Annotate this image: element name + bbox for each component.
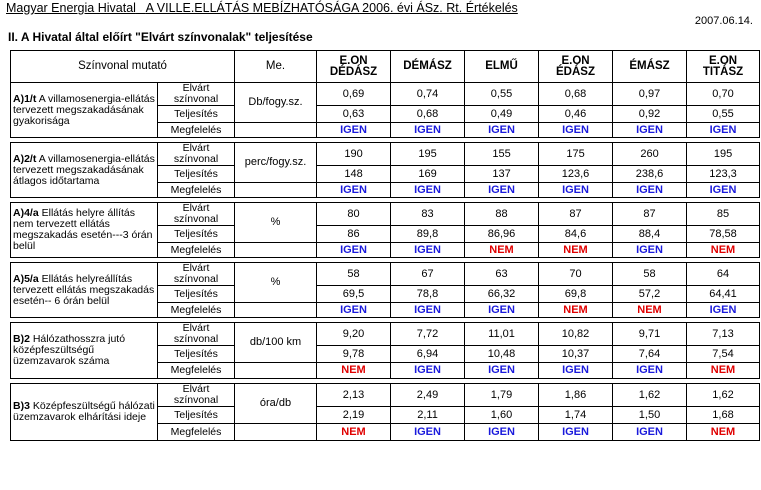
criterion-expected: Elvárt színvonal	[158, 323, 235, 346]
indicator-code: A)1/t	[13, 92, 37, 105]
expected-value: 2,49	[391, 384, 465, 407]
expected-value: 9,20	[317, 323, 391, 346]
indicator-text: Hálózathosszra jutó középfeszültségű üzemzavarok száma	[13, 333, 126, 367]
compliance-value: IGEN	[687, 123, 760, 138]
compliance-value: IGEN	[687, 183, 760, 198]
indicator-code: B)3	[13, 400, 30, 412]
organization-name: Magyar Energia Hivatal	[6, 1, 136, 15]
unit-cell: perc/fogy.sz.	[235, 143, 317, 183]
document-header	[6, 1, 518, 15]
criterion-actual: Teljesítés	[158, 407, 235, 424]
indicator-text: Középfeszültségű hálózati üzemzavarok elhárítási ideje	[13, 400, 155, 423]
compliance-value: NEM	[539, 243, 613, 258]
unit-cell: db/100 km	[235, 323, 317, 363]
actual-value: 0,55	[687, 106, 760, 123]
actual-value: 0,49	[465, 106, 539, 123]
criterion-compliance: Megfelelés	[158, 243, 235, 258]
criterion-actual: Teljesítés	[158, 166, 235, 183]
compliance-value: IGEN	[317, 303, 391, 318]
company-header-eon-edasz: E.ON ÉDÁSZ	[539, 51, 613, 83]
unit-cell-empty	[235, 243, 317, 258]
compliance-value: IGEN	[391, 243, 465, 258]
expected-value: 9,71	[613, 323, 687, 346]
expected-value: 7,72	[391, 323, 465, 346]
expected-value: 0,74	[391, 83, 465, 106]
table-row	[11, 203, 760, 226]
compliance-value: NEM	[465, 243, 539, 258]
expected-value: 195	[687, 143, 760, 166]
compliance-value: NEM	[687, 424, 760, 441]
criterion-expected: Elvárt színvonal	[158, 83, 235, 106]
actual-value: 123,6	[539, 166, 613, 183]
criterion-compliance: Megfelelés	[158, 363, 235, 379]
expected-value: 0,70	[687, 83, 760, 106]
compliance-value: NEM	[317, 363, 391, 379]
expected-value: 7,13	[687, 323, 760, 346]
expected-value: 70	[539, 263, 613, 286]
expected-value: 2,13	[317, 384, 391, 407]
actual-value: 238,6	[613, 166, 687, 183]
actual-value: 7,54	[687, 346, 760, 363]
expected-value: 58	[317, 263, 391, 286]
actual-value: 169	[391, 166, 465, 183]
unit-cell-empty	[235, 303, 317, 318]
indicator-description	[11, 323, 158, 379]
compliance-value: IGEN	[539, 123, 613, 138]
indicator-description	[11, 83, 158, 138]
expected-value: 10,82	[539, 323, 613, 346]
expected-value: 67	[391, 263, 465, 286]
compliance-value: IGEN	[613, 363, 687, 379]
compliance-table	[10, 50, 760, 441]
compliance-value: IGEN	[317, 183, 391, 198]
unit-cell: Db/fogy.sz.	[235, 83, 317, 123]
table-body	[11, 83, 760, 441]
indicator-code: A)5/a	[13, 272, 39, 285]
unit-cell-empty	[235, 363, 317, 379]
criterion-actual: Teljesítés	[158, 226, 235, 243]
compliance-value: IGEN	[613, 123, 687, 138]
indicator-text: A villamosenergia-ellátás tervezett megszakadásának átlagos időtartama	[13, 152, 155, 187]
expected-value: 87	[613, 203, 687, 226]
criterion-actual: Teljesítés	[158, 106, 235, 123]
expected-value: 1,62	[687, 384, 760, 407]
unit-cell-empty	[235, 183, 317, 198]
company-header-emasz: ÉMÁSZ	[613, 51, 687, 83]
actual-value: 0,92	[613, 106, 687, 123]
indicator-text: A villamosenergia-ellátás tervezett megszakadásának gyakorisága	[13, 92, 155, 127]
actual-value: 123,3	[687, 166, 760, 183]
compliance-value: IGEN	[539, 183, 613, 198]
expected-value: 1,86	[539, 384, 613, 407]
expected-value: 0,68	[539, 83, 613, 106]
actual-value: 57,2	[613, 286, 687, 303]
expected-value: 1,62	[613, 384, 687, 407]
unit-cell-empty	[235, 123, 317, 138]
actual-value: 9,78	[317, 346, 391, 363]
table-row	[11, 83, 760, 106]
actual-value: 84,6	[539, 226, 613, 243]
table-row	[11, 263, 760, 286]
indicator-description	[11, 263, 158, 318]
actual-value: 10,37	[539, 346, 613, 363]
expected-value: 195	[391, 143, 465, 166]
expected-value: 155	[465, 143, 539, 166]
expected-value: 260	[613, 143, 687, 166]
actual-value: 1,74	[539, 407, 613, 424]
compliance-value: NEM	[687, 243, 760, 258]
unit-cell-empty	[235, 424, 317, 441]
compliance-value: IGEN	[687, 303, 760, 318]
expected-value: 80	[317, 203, 391, 226]
expected-value: 0,55	[465, 83, 539, 106]
indicator-description	[11, 384, 158, 441]
actual-value: 10,48	[465, 346, 539, 363]
compliance-value: IGEN	[391, 303, 465, 318]
criterion-compliance: Megfelelés	[158, 303, 235, 318]
criterion-compliance: Megfelelés	[158, 424, 235, 441]
actual-value: 78,58	[687, 226, 760, 243]
compliance-value: NEM	[317, 424, 391, 441]
company-header-demasz: DÉMÁSZ	[391, 51, 465, 83]
compliance-value: IGEN	[465, 424, 539, 441]
criterion-actual: Teljesítés	[158, 286, 235, 303]
criterion-compliance: Megfelelés	[158, 123, 235, 138]
compliance-value: IGEN	[613, 183, 687, 198]
actual-value: 86	[317, 226, 391, 243]
compliance-value: IGEN	[391, 363, 465, 379]
expected-value: 0,69	[317, 83, 391, 106]
unit-cell: %	[235, 203, 317, 243]
compliance-value: IGEN	[539, 363, 613, 379]
actual-value: 86,96	[465, 226, 539, 243]
indicator-text: Ellátás helyreállítás tervezett ellátás megszakadás esetén-- 6 órán belül	[13, 272, 155, 307]
criterion-expected: Elvárt színvonal	[158, 263, 235, 286]
actual-value: 1,60	[465, 407, 539, 424]
expected-value: 58	[613, 263, 687, 286]
compliance-value: IGEN	[391, 424, 465, 441]
actual-value: 1,68	[687, 407, 760, 424]
actual-value: 2,11	[391, 407, 465, 424]
indicator-text: Ellátás helyre állítás nem tervezett ellátás megszakadás esetén---3 órán belül	[13, 207, 153, 252]
compliance-value: NEM	[539, 303, 613, 318]
expected-value: 88	[465, 203, 539, 226]
expected-value: 87	[539, 203, 613, 226]
compliance-value: IGEN	[465, 183, 539, 198]
actual-value: 69,8	[539, 286, 613, 303]
unit-column-header: Me.	[235, 51, 317, 83]
criterion-expected: Elvárt színvonal	[158, 384, 235, 407]
expected-value: 83	[391, 203, 465, 226]
actual-value: 1,50	[613, 407, 687, 424]
actual-value: 64,41	[687, 286, 760, 303]
actual-value: 89,8	[391, 226, 465, 243]
actual-value: 66,32	[465, 286, 539, 303]
company-header-eon-titasz: E.ON TITÁSZ	[687, 51, 760, 83]
table-row	[11, 323, 760, 346]
expected-value: 1,79	[465, 384, 539, 407]
table-row	[11, 143, 760, 166]
actual-value: 137	[465, 166, 539, 183]
compliance-value: IGEN	[465, 303, 539, 318]
compliance-value: IGEN	[391, 183, 465, 198]
compliance-value: NEM	[613, 303, 687, 318]
criterion-actual: Teljesítés	[158, 346, 235, 363]
table-row	[11, 384, 760, 407]
expected-value: 63	[465, 263, 539, 286]
criterion-expected: Elvárt színvonal	[158, 203, 235, 226]
expected-value: 190	[317, 143, 391, 166]
unit-cell: óra/db	[235, 384, 317, 424]
compliance-value: IGEN	[317, 123, 391, 138]
compliance-value: NEM	[687, 363, 760, 379]
unit-cell: %	[235, 263, 317, 303]
company-header-eon-dedasz: E.ON DÉDÁSZ	[317, 51, 391, 83]
compliance-value: IGEN	[613, 243, 687, 258]
actual-value: 6,94	[391, 346, 465, 363]
indicator-column-header: Színvonal mutató	[11, 51, 235, 83]
indicator-description	[11, 203, 158, 258]
criterion-compliance: Megfelelés	[158, 183, 235, 198]
actual-value: 0,46	[539, 106, 613, 123]
expected-value: 85	[687, 203, 760, 226]
actual-value: 0,63	[317, 106, 391, 123]
criterion-expected: Elvárt színvonal	[158, 143, 235, 166]
expected-value: 11,01	[465, 323, 539, 346]
document-subject: A VILLE.ELLÁTÁS MEBÍZHATÓSÁGA 2006. évi ÁSz. Rt. Értékelés	[145, 1, 518, 15]
actual-value: 7,64	[613, 346, 687, 363]
indicator-code: A)2/t	[13, 152, 37, 165]
indicator-code: A)4/a	[13, 207, 39, 219]
compliance-value: IGEN	[317, 243, 391, 258]
document-date: 2007.06.14.	[694, 15, 753, 27]
actual-value: 148	[317, 166, 391, 183]
compliance-value: IGEN	[613, 424, 687, 441]
actual-value: 78,8	[391, 286, 465, 303]
section-title: II. A Hivatal által előírt "Elvárt színvonalak" teljesítése	[8, 30, 313, 44]
compliance-value: IGEN	[465, 123, 539, 138]
actual-value: 69,5	[317, 286, 391, 303]
compliance-value: IGEN	[391, 123, 465, 138]
compliance-value: IGEN	[465, 363, 539, 379]
expected-value: 175	[539, 143, 613, 166]
expected-value: 64	[687, 263, 760, 286]
indicator-code: B)2	[13, 333, 30, 345]
actual-value: 88,4	[613, 226, 687, 243]
company-header-elmu: ELMŰ	[465, 51, 539, 83]
indicator-description	[11, 143, 158, 198]
compliance-value: IGEN	[539, 424, 613, 441]
actual-value: 0,68	[391, 106, 465, 123]
actual-value: 2,19	[317, 407, 391, 424]
expected-value: 0,97	[613, 83, 687, 106]
